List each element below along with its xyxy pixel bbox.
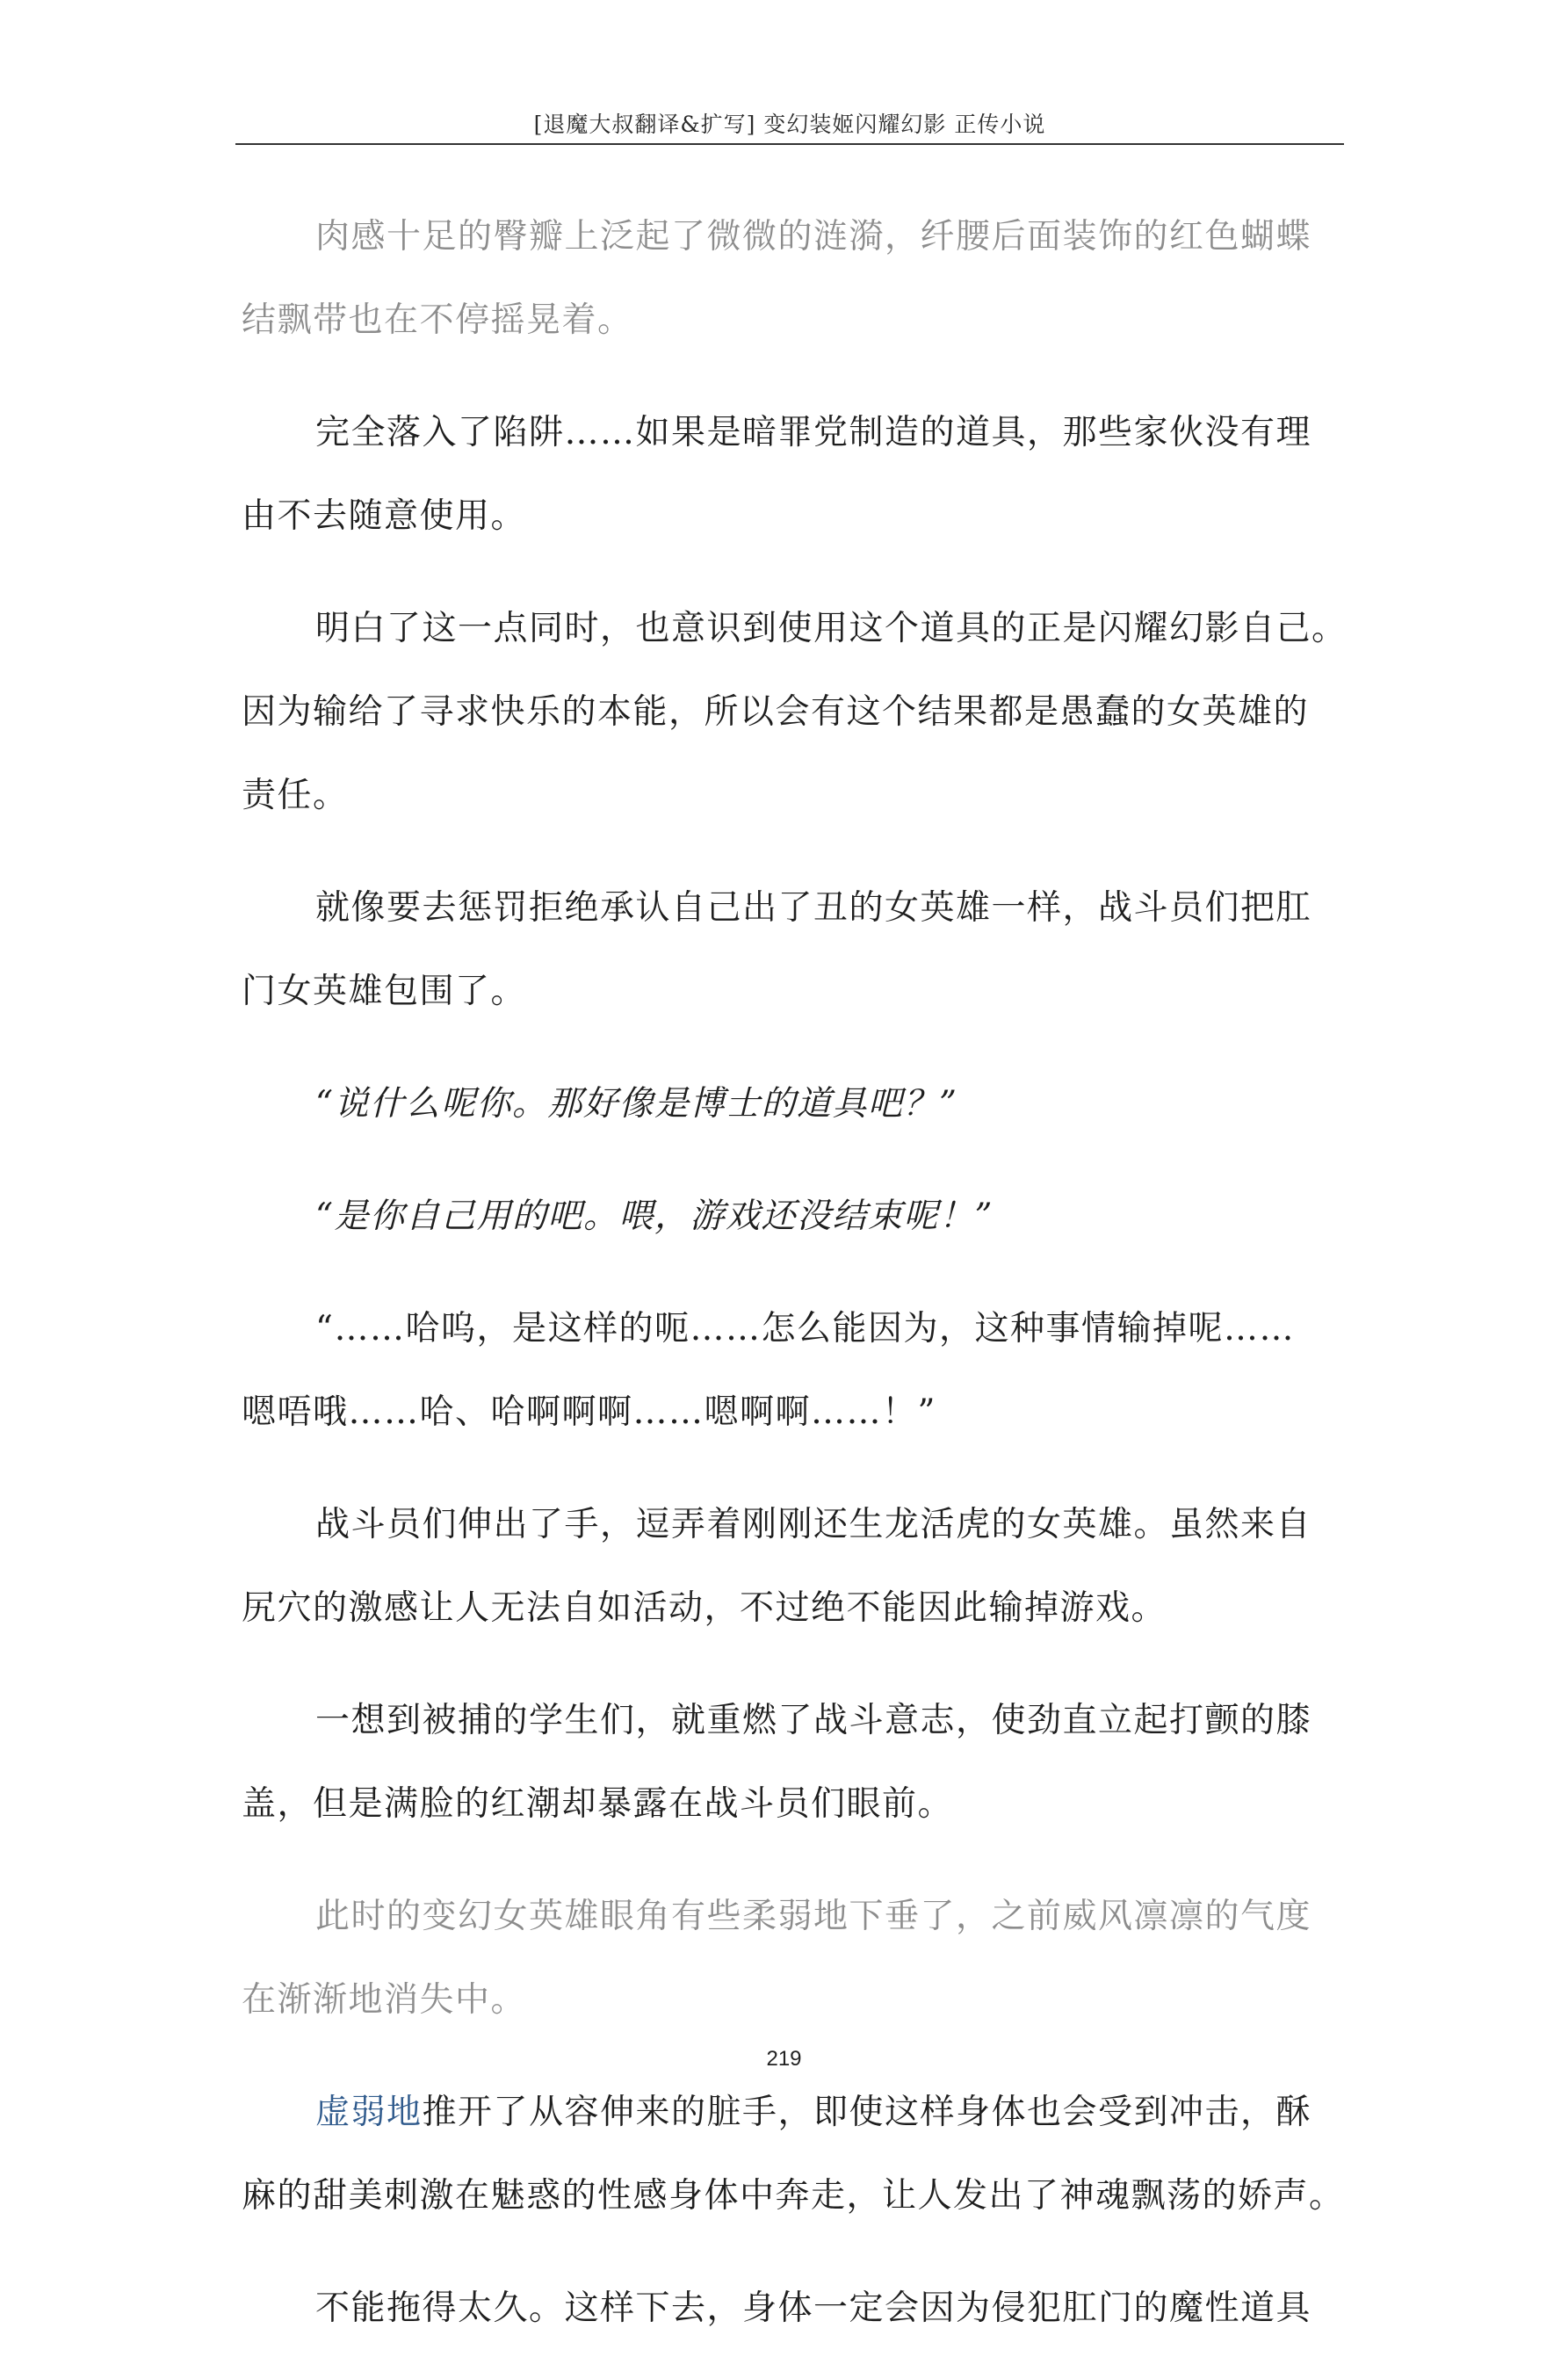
paragraph-line-text: 推开了从容伸来的脏手，即使这样身体也会受到冲击，酥 xyxy=(422,2093,1312,2132)
dialogue-line-1 xyxy=(242,1062,1351,1146)
page-number: 219 xyxy=(766,2047,802,2071)
paragraph-line: 一想到被捕的学生们，就重燃了战斗意志，使劲直立起打颤的膝 xyxy=(315,1701,1312,1740)
paragraph-line: “说什么呢你。那好像是博士的道具吧？” xyxy=(315,1084,958,1124)
paragraph-line: 尻穴的激感让人无法自如活动，不过绝不能因此输掉游戏。 xyxy=(242,1588,1167,1628)
paragraph-line: 嗯唔哦……哈、哈啊啊啊……嗯啊啊……！” xyxy=(242,1392,936,1432)
paragraph-line: 明白了这一点同时，也意识到使用这个道具的正是闪耀幻影自己。 xyxy=(315,609,1348,648)
paragraph-line: 就像要去惩罚拒绝承认自己出了丑的女英雄一样，战斗员们把肛 xyxy=(315,888,1312,928)
paragraph-1 xyxy=(242,195,1351,362)
paragraph-8 xyxy=(242,1483,1351,1650)
paragraph-line: 责任。 xyxy=(242,776,349,815)
paragraph-9 xyxy=(242,1679,1351,1846)
paragraph-line: 门女英雄包围了。 xyxy=(242,972,527,1011)
paragraph-4 xyxy=(242,866,1351,1033)
highlighted-lead: 虚弱地 xyxy=(315,2093,423,2132)
paragraph-line: 此时的变幻女英雄眼角有些柔弱地下垂了，之前威风凛凛的气度 xyxy=(315,1897,1312,1936)
paragraph-2 xyxy=(242,391,1351,558)
paragraph-10 xyxy=(242,1875,1351,2042)
paragraph-line: 战斗员们伸出了手，逗弄着刚刚还生龙活虎的女英雄。虽然来自 xyxy=(315,1505,1312,1544)
paragraph-line: 在渐渐地消失中。 xyxy=(242,1980,527,2020)
paragraph-line: 完全落入了陷阱……如果是暗罪党制造的道具，那些家伙没有理 xyxy=(315,413,1312,452)
paragraph-3 xyxy=(242,587,1351,837)
paragraph-line: 由不去随意使用。 xyxy=(242,496,527,536)
paragraph-7 xyxy=(242,1287,1351,1454)
paragraph-line: 麻的甜美刺激在魅惑的性感身体中奔走，让人发出了神魂飘荡的娇声。 xyxy=(242,2176,1345,2216)
page-header: [退魔大叔翻译&扩写] 变幻装姬闪耀幻影 正传小说 xyxy=(533,112,1046,137)
header-divider xyxy=(235,143,1344,145)
paragraph-line: “……哈呜，是这样的呃……怎么能因为，这种事情输掉呢…… xyxy=(315,1309,1295,1349)
paragraph-line: “是你自己用的吧。喂，游戏还没结束呢！” xyxy=(315,1197,994,1236)
paragraph-12 xyxy=(242,2267,1351,2350)
paragraph-line: 肉感十足的臀瓣上泛起了微微的涟漪，纤腰后面装饰的红色蝴蝶 xyxy=(315,217,1312,257)
paragraph-11 xyxy=(242,2071,1351,2238)
dialogue-line-2 xyxy=(242,1175,1351,1258)
paragraph-line: 盖，但是满脸的红潮却暴露在战斗员们眼前。 xyxy=(242,1784,954,1824)
paragraph-line: 因为输给了寻求快乐的本能，所以会有这个结果都是愚蠢的女英雄的 xyxy=(242,692,1310,732)
paragraph-line: 不能拖得太久。这样下去，身体一定会因为侵犯肛门的魔性道具 xyxy=(315,2289,1312,2328)
paragraph-line: 结飘带也在不停摇晃着。 xyxy=(242,300,633,340)
paragraph-line xyxy=(242,2071,1351,2154)
